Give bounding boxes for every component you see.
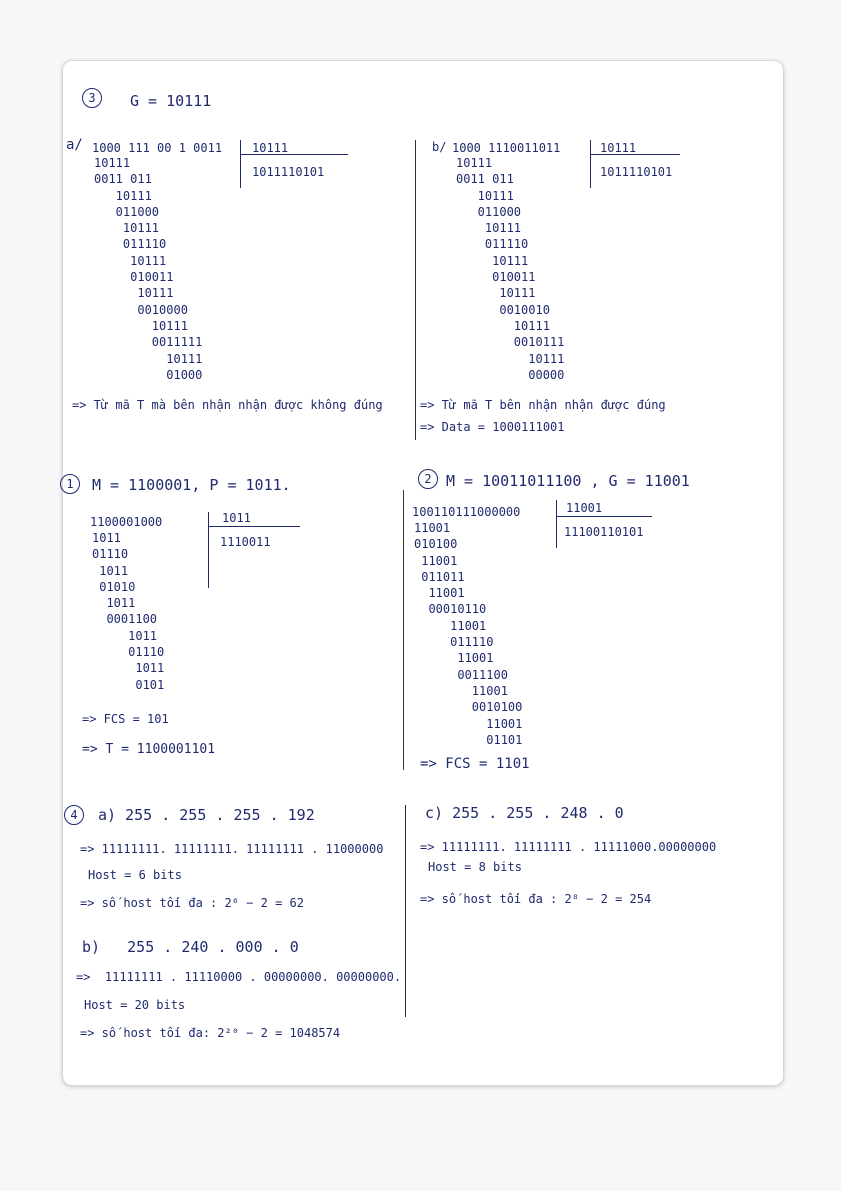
p2-dividend: 100110111000000: [412, 505, 521, 519]
p3b-division-steps: 10111 0011 011 10111 011000 10111 011110 10111 010011 10111 0010010 10111 0010111 10111 00000: [456, 156, 565, 382]
p3b-division-bar: [590, 140, 591, 188]
p3a-conclusion: => Từ mã T mà bên nhận nhận được không đúng: [72, 398, 383, 412]
p4c-host: Host = 8 bits: [428, 860, 522, 874]
p2-division-bar: [556, 500, 557, 548]
p3a-division-bar: [240, 140, 241, 188]
p4b-max-hosts: => số host tối đa: 2²⁰ − 2 = 1048574: [80, 1026, 341, 1040]
p3a-division-steps: 10111 0011 011 10111 011000 10111 011110 10111 010011 10111 0010000 10111 0011111 10111 01000: [94, 156, 203, 382]
p3a-label: a/: [66, 137, 83, 153]
p1-divisor: 1011: [222, 511, 251, 525]
problem-3-title: G = 10111: [130, 92, 212, 110]
problem-2-title: M = 10011011100 , G = 11001: [446, 472, 690, 490]
p4c-title: c) 255 . 255 . 248 . 0: [425, 804, 624, 822]
problem-1-number: 1: [60, 474, 80, 494]
p1-fcs: => FCS = 101: [82, 712, 169, 726]
problem-1-title: M = 1100001, P = 1011.: [92, 476, 291, 494]
p4c-max-hosts: => số host tối đa : 2⁸ − 2 = 254: [420, 892, 652, 906]
p4b-host: Host = 20 bits: [84, 998, 186, 1012]
problem-3-number: 3: [82, 88, 102, 108]
p4a-max-hosts: => số host tối đa : 2⁶ − 2 = 62: [80, 896, 304, 910]
p3a-divisor: 10111: [252, 141, 289, 155]
p1-t: => T = 1100001101: [82, 742, 216, 757]
section-divider-top: [415, 140, 416, 440]
p3b-conclusion: => Từ mã T bên nhận nhận được đúng: [420, 398, 666, 412]
problem-2-number: 2: [418, 469, 438, 489]
p3b-label: b/: [432, 140, 447, 154]
section-divider-middle: [403, 490, 404, 770]
p1-dividend: 1100001000: [90, 515, 163, 529]
p3b-divisor: 10111: [600, 141, 637, 155]
p3b-quotient: 1011110101: [600, 165, 673, 179]
problem-4-number: 4: [64, 805, 84, 825]
p4b-title: b) 255 . 240 . 000 . 0: [82, 938, 299, 956]
p4a-host: Host = 6 bits: [88, 868, 182, 882]
p3b-dividend: 1000 1110011011: [452, 141, 561, 155]
p3a-quotient: 1011110101: [252, 165, 325, 179]
p2-divisor: 11001: [566, 501, 603, 515]
section-divider-bottom: [405, 805, 406, 1017]
p3b-data: => Data = 1000111001: [420, 420, 565, 434]
p1-division-steps: 1011 01110 1011 01010 1011 0001100 1011 01110 1011 0101: [92, 531, 165, 692]
p3a-dividend: 1000 111 00 1 0011: [92, 141, 223, 155]
p4a-title: a) 255 . 255 . 255 . 192: [98, 806, 315, 824]
p2-division-steps: 11001 010100 11001 011011 11001 00010110 11001 011110 11001 0011100 11001 0010100 11001 01101: [414, 521, 523, 747]
p4a-binary: => 11111111. 11111111. 11111111 . 11000000: [80, 842, 384, 856]
p1-quotient: 1110011: [220, 535, 271, 549]
p4c-binary: => 11111111. 11111111 . 11111000.00000000: [420, 840, 717, 854]
p1-division-bar: [208, 512, 209, 588]
p2-fcs: => FCS = 1101: [420, 756, 530, 772]
p4b-binary: => 11111111 . 11110000 . 00000000. 00000000.: [76, 970, 402, 984]
p2-quotient: 11100110101: [564, 525, 644, 539]
